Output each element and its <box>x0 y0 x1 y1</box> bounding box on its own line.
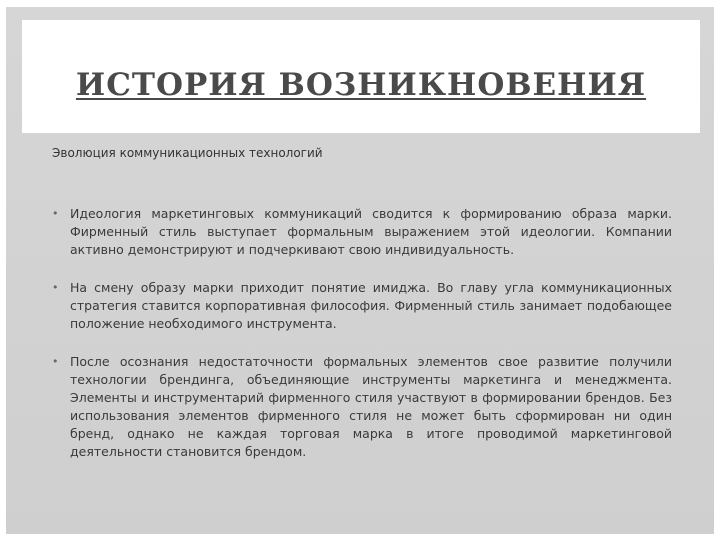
slide-title: ИСТОРИЯ ВОЗНИКНОВЕНИЯ <box>75 67 647 103</box>
bullet-icon: • <box>52 207 59 220</box>
bullet-text: После осознания недостаточности формальных элементов свое развитие получили технологии брендинга, объединяющие инструменты маркетинга и менеджмента. Элементы и инструментарий фирменного стиля участвуют в формировании брендов. Без использования элементов фирменного стиля не может быть сформирован ни один бренд, однако не каждая торговая марка в итоге проводимой маркетинговой деятельности становится брендом. <box>70 354 672 459</box>
bullet-list <box>52 205 672 481</box>
slide-subtitle: Эволюция коммуникационных технологий <box>52 146 323 160</box>
bullet-item <box>52 205 672 259</box>
bullet-text: На смену образу марки приходит понятие имиджа. Во главу угла коммуникационных стратегия ставится корпоративная философия. Фирменный стиль занимает подобающее положение необходимого инструмента. <box>70 280 672 331</box>
slide <box>6 7 714 534</box>
bullet-item <box>52 353 672 461</box>
bullet-icon: • <box>52 281 59 294</box>
bullet-icon: • <box>52 355 59 368</box>
bullet-item <box>52 279 672 333</box>
bullet-text: Идеология маркетинговых коммуникаций сводится к формированию образа марки. Фирменный стиль выступает формальным выражением этой идеологии. Компании активно демонстрируют и подчеркивают свою индивидуальность. <box>70 206 672 257</box>
title-box <box>22 20 700 133</box>
